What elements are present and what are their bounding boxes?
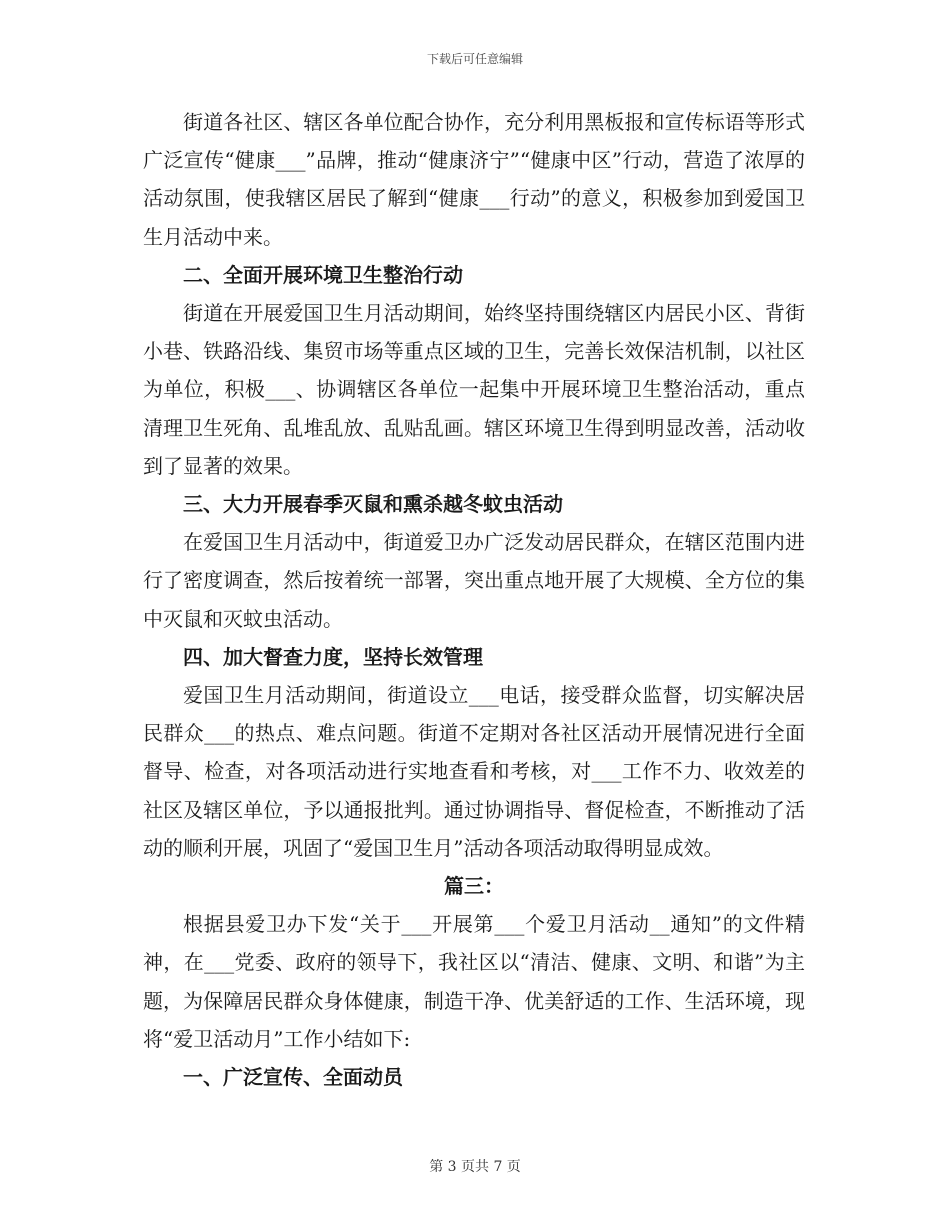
heading-pest-control: 三、大力开展春季灭鼠和熏杀越冬蚊虫活动 [183,492,563,517]
section-title: 篇三： [444,874,504,899]
heading-supervision: 四、加大督查力度，坚持长效管理 [183,644,483,669]
paragraph-supervision: 爱国卫生月活动期间，街道设立___电话，接受群众监督，切实解决居民群众___的热点、难点问题。街道不定期对各社区活动开展情况进行全面督导、检查，对各项活动进行实地查看和考核，对___工作不力、收效差的社区及辖区单位，予以通报批判。通过协调指导、督促检查，不断推动了活动的顺利开展，巩固了“爱国卫生月”活动各项活动取得明显成效。 [143,683,805,860]
heading-environment-cleanup: 二、全面开展环境卫生整治行动 [183,262,463,287]
paragraph-community-summary: 根据县爱卫办下发“关于___开展第___个爱卫月活动__通知”的文件精神，在___党委、政府的领导下，我社区以“清洁、健康、文明、和谐”为主题，为保障居民群众身体健康，制造干净、优美舒适的工作、生活环境，现将“爱卫活动月”工作小结如下: [143,912,805,1051]
page-header-note: 下载后可任意编辑 [426,52,523,66]
page-number: 第 3 页共 7 页 [429,1159,521,1175]
paragraph-environment-cleanup: 街道在开展爱国卫生月活动期间，始终坚持围绕辖区内居民小区、背街小巷、铁路沿线、集贸市场等重点区域的卫生，完善长效保洁机制，以社区为单位，积极___、协调辖区各单位一起集中开展环境卫生整治活动，重点清理卫生死角、乱堆乱放、乱贴乱画。辖区环境卫生得到明显改善，活动收到了显著的效果。 [143,301,805,478]
paragraph-publicity: 街道各社区、辖区各单位配合协作，充分利用黑板报和宣传标语等形式广泛宣传“健康___”品牌，推动“健康济宁”“健康中区”行动，营造了浓厚的活动氛围，使我辖区居民了解到“健康___行动”的意义，积极参加到爱国卫生月活动中来。 [143,110,805,249]
paragraph-pest-control: 在爱国卫生月活动中，街道爱卫办广泛发动居民群众，在辖区范围内进行了密度调查，然后按着统一部署，突出重点地开展了大规模、全方位的集中灭鼠和灭蚊虫活动。 [143,530,805,631]
heading-broad-publicity: 一、广泛宣传、全面动员 [183,1065,403,1090]
document-body [143,103,805,1096]
